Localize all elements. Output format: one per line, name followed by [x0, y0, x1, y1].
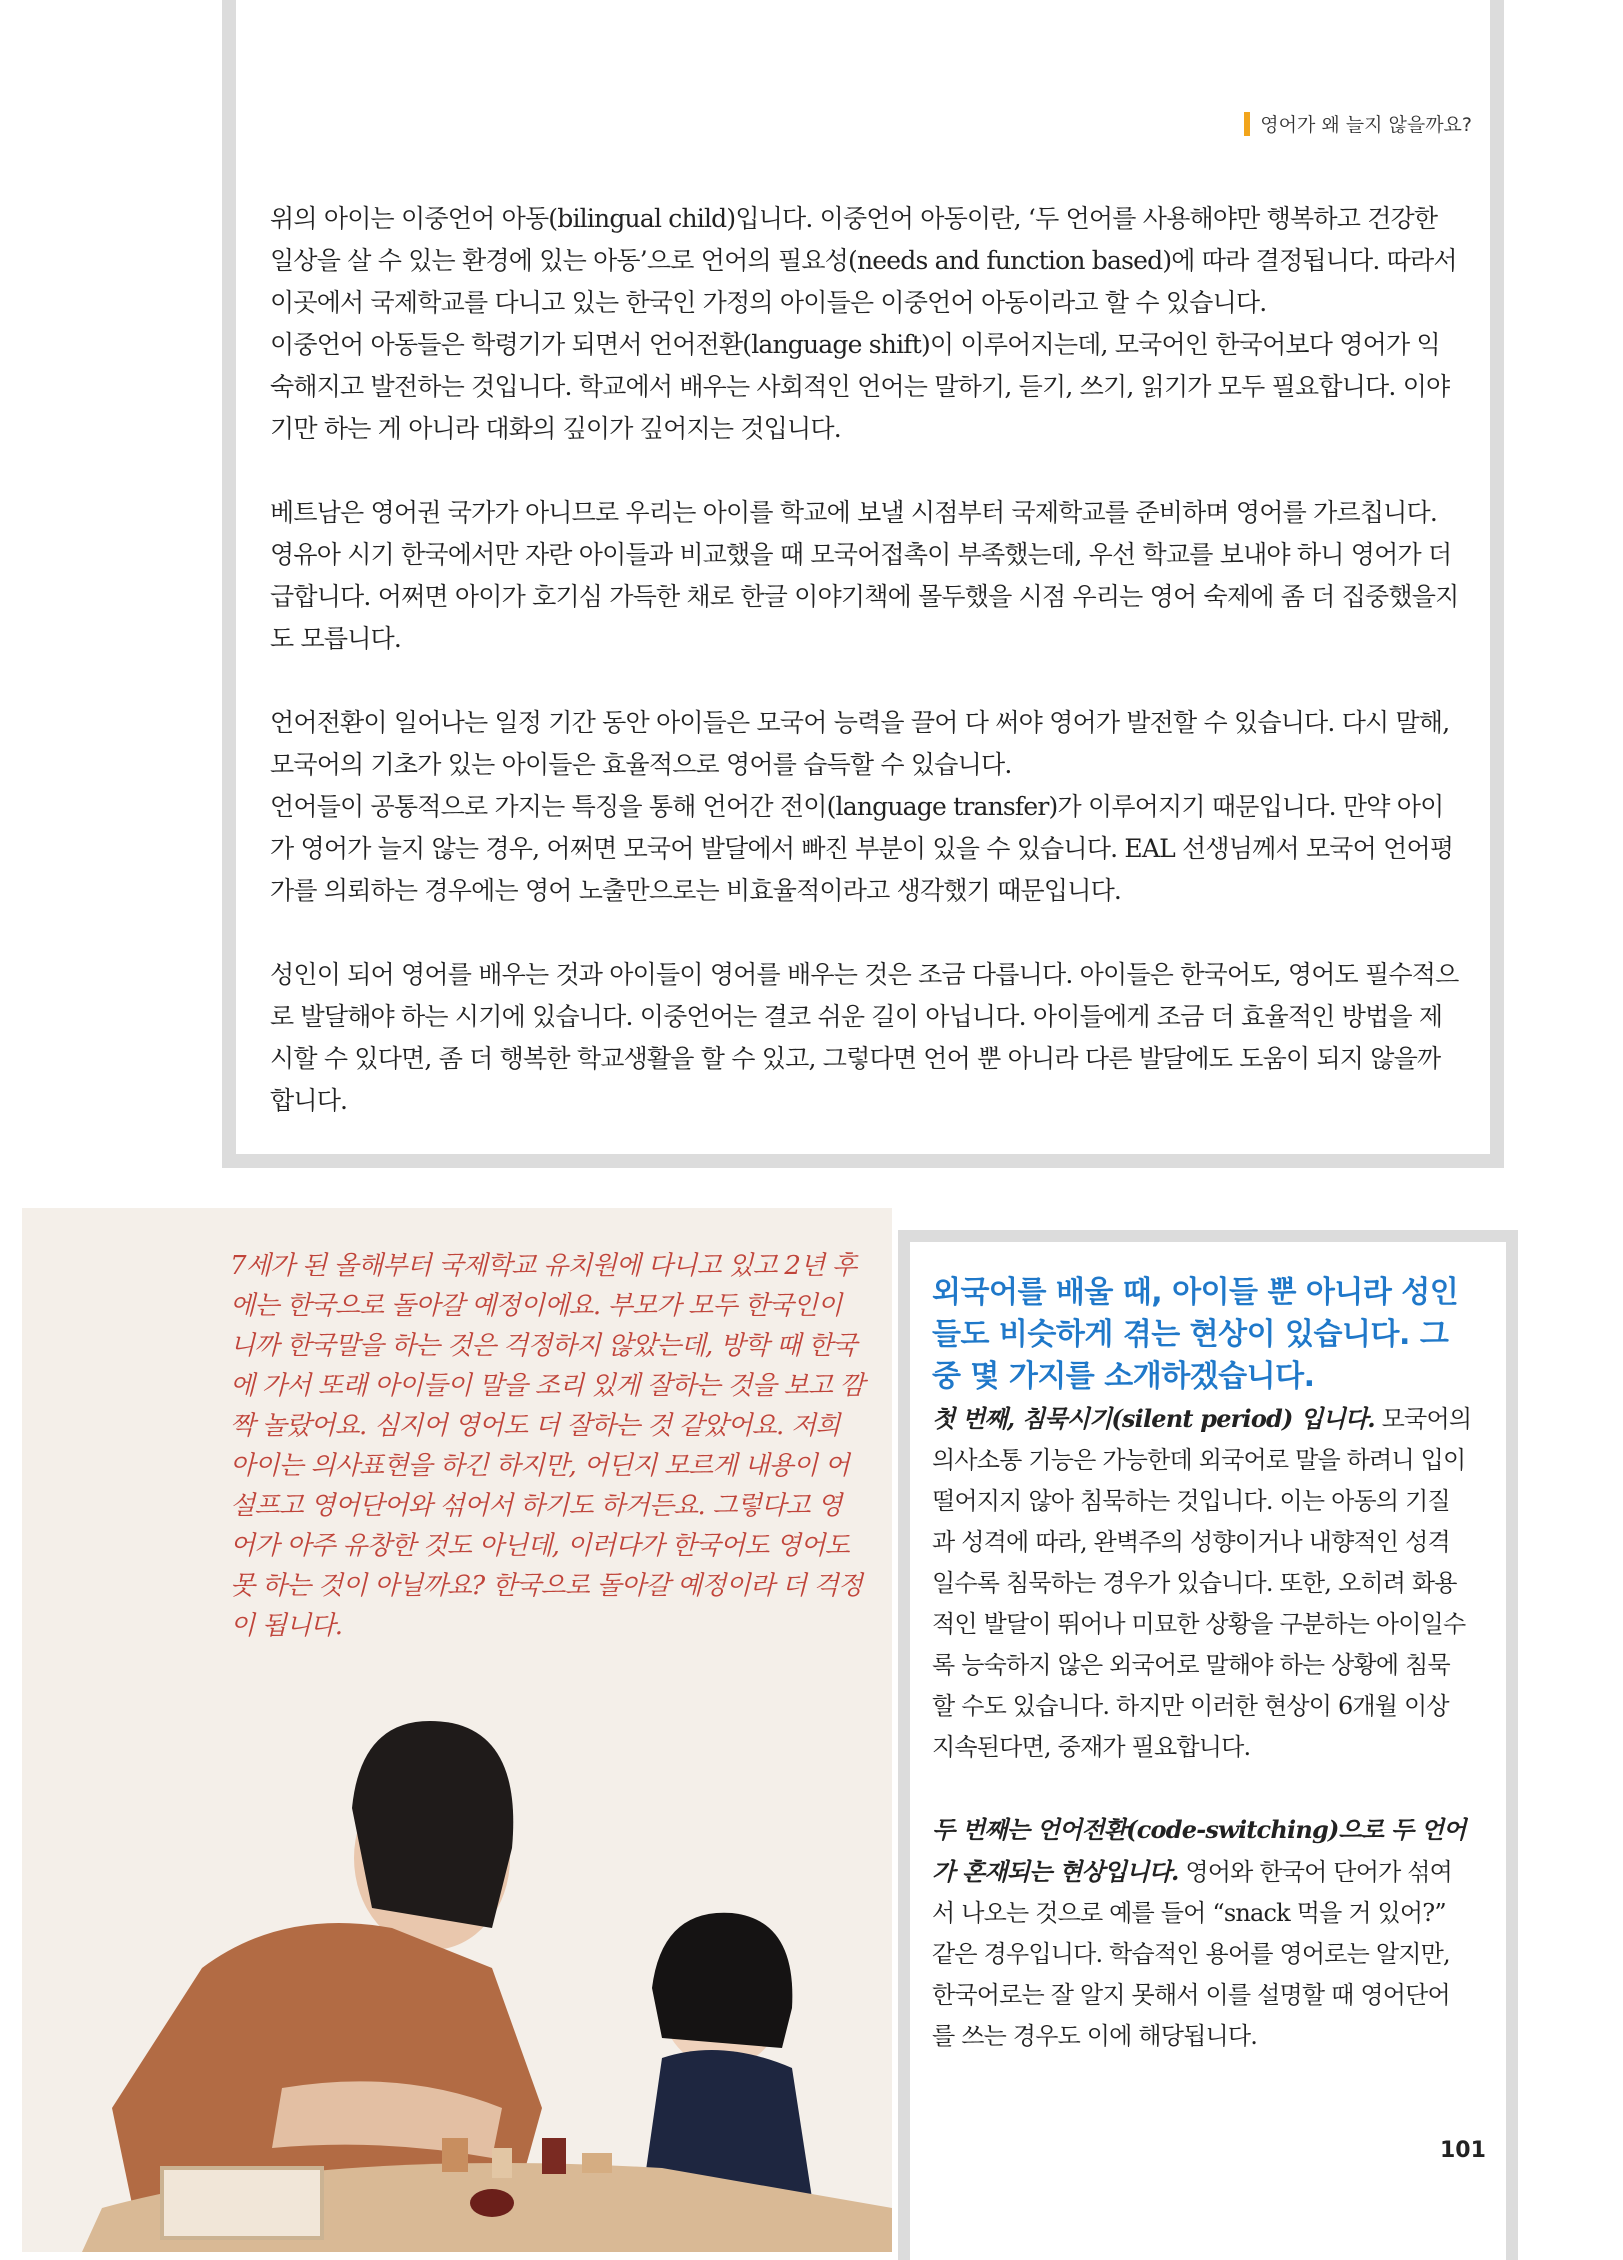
page-number: 101 [1440, 2138, 1486, 2163]
parent-quote: 7세가 된 올해부터 국제학교 유치원에 다니고 있고 2년 후에는 한국으로 돌아갈 예정이에요. 부모가 모두 한국인이니까 한국말을 하는 것은 걱정하지 않았는데, 방학 때 한국에 가서 또래 아이들이 말을 조리 있게 잘하는 것을 보고 깜짝 놀랐어요. 심지어 영어도 더 잘하는 것 같았어요. 저희 아이는 의사표현을 하긴 하지만, 어딘지 모르게 내용이 어설프고 영어단어와 섞어서 하기도 하거든요. 그렇다고 영어가 아주 유창한 것도 아닌데, 이러다가 한국어도 영어도 못 하는 것이 아닐까요? 한국으로 돌아갈 예정이라 더 걱정이 됩니다. [230, 1251, 864, 1641]
body-paragraph-6: 성인이 되어 영어를 배우는 것과 아이들이 영어를 배우는 것은 조금 다릅니다. 아이들은 한국어도, 영어도 필수적으로 발달해야 하는 시기에 있습니다. 이중언어는 결코 쉬운 길이 아닙니다. 아이들에게 조금 더 효율적인 방법을 제시할 수 있다면, 좀 더 행복한 학교생활을 할 수 있고, 그렇다면 언어 뿐 아니라 다른 발달에도 도움이 되지 않을까 합니다. [270, 960, 1459, 1115]
running-head-text: 영어가 왜 늘지 않을까요? [1260, 114, 1472, 136]
sidebar-paragraph-1-lead: 첫 번째, 침묵시기(silent period) 입니다. [932, 1404, 1375, 1433]
body-paragraph-4: 언어전환이 일어나는 일정 기간 동안 아이들은 모국어 능력을 끌어 다 써야 영어가 발전할 수 있습니다. 다시 말해, 모국어의 기초가 있는 아이들은 효율적으로 영어를 습득할 수 있습니다. [270, 708, 1450, 779]
body-paragraph-1: 위의 아이는 이중언어 아동(bilingual child)입니다. 이중언어 아동이란, ‘두 언어를 사용해야만 행복하고 건강한 일상을 살 수 있는 환경에 있는 아동’으로 언어의 필요성(needs and function based)에 따라 결정됩니다. 따라서 이곳에서 국제학교를 다니고 있는 한국인 가정의 아이들은 이중언어 아동이라고 할 수 있습니다. [270, 204, 1457, 317]
sidebar-heading: 외국어를 배울 때, 아이들 뿐 아니라 성인들도 비슷하게 겪는 현상이 있습니다. 그 중 몇 가지를 소개하겠습니다. [932, 1275, 1459, 1394]
body-paragraph-5: 언어들이 공통적으로 가지는 특징을 통해 언어간 전이(language transfer)가 이루어지기 때문입니다. 만약 아이가 영어가 늘지 않는 경우, 어쩌면 모국어 발달에서 빠진 부분이 있을 수 있습니다. EAL 선생님께서 모국어 언어평가를 의뢰하는 경우에는 영어 노출만으로는 비효율적이라고 생각했기 때문입니다. [270, 792, 1454, 905]
top-article-panel [222, 0, 1504, 1168]
sidebar-body [932, 1398, 1472, 2098]
running-head [1244, 110, 1472, 137]
sidebar-paragraph-1-text: 모국어의 의사소통 기능은 가능한데 외국어로 말을 하려니 입이 떨어지지 않아 침묵하는 것입니다. 이는 아동의 기질과 성격에 따라, 완벽주의 성향이거나 내향적인 성격일수록 침묵하는 경우가 있습니다. 또한, 오히려 화용적인 발달이 뛰어나 미묘한 상황을 구분하는 아이일수록 능숙하지 않은 외국어로 말해야 하는 상황에 침묵할 수도 있습니다. 하지만 이러한 현상이 6개월 이상 지속된다면, 중재가 필요합니다. [932, 1405, 1472, 1761]
running-head-accent-bar [1244, 112, 1250, 136]
sidebar-panel [898, 1230, 1518, 2260]
body-paragraph-2: 이중언어 아동들은 학령기가 되면서 언어전환(language shift)이 이루어지는데, 모국어인 한국어보다 영어가 익숙해지고 발전하는 것입니다. 학교에서 배우는 사회적인 언어는 말하기, 듣기, 쓰기, 읽기가 모두 필요합니다. 이야기만 하는 게 아니라 대화의 깊이가 깊어지는 것입니다. [270, 330, 1450, 443]
sidebar-paragraph-1 [932, 1398, 1472, 1768]
body-paragraph-3: 베트남은 영어권 국가가 아니므로 우리는 아이를 학교에 보낼 시점부터 국제학교를 준비하며 영어를 가르칩니다. 영유아 시기 한국에서만 자란 아이들과 비교했을 때 모국어접촉이 부족했는데, 우선 학교를 보내야 하니 영어가 더 급합니다. 어쩌면 아이가 호기심 가득한 채로 한글 이야기책에 몰두했을 시점 우리는 영어 숙제에 좀 더 집중했을지도 모릅니다. [270, 498, 1459, 653]
sidebar-paragraph-2 [932, 1809, 1472, 2057]
sidebar-paragraph-2-text: 영어와 한국어 단어가 섞여서 나오는 것으로 예를 들어 “snack 먹을 거 있어?” 같은 경우입니다. 학습적인 용어를 영어로는 알지만, 한국어로는 잘 알지 못해서 이를 설명할 때 영어단어를 쓰는 경우도 이에 해당됩니다. [932, 1858, 1453, 2050]
article-body [270, 198, 1460, 1164]
sidebar-paragraph-2-lead: 두 번째는 언어전환(code-switching)으로 두 언어가 혼재되는 현상입니다. [932, 1815, 1466, 1886]
